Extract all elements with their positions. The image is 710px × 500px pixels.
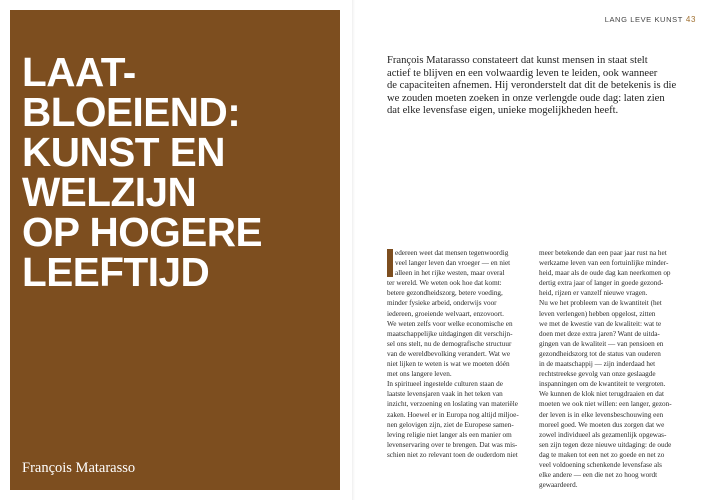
body-line: betere gezondheidszorg, betere voeding, — [387, 289, 503, 298]
author-name: François Matarasso — [22, 460, 136, 476]
intro-line: de capaciteiten afnemen. Hij veronderstelt dat dit de betekenis is die — [387, 80, 677, 91]
body-line: we met de kwestie van de kwaliteit: wat te — [539, 319, 662, 328]
body-line: leving religie niet langer als een manier om — [387, 430, 512, 439]
body-line: veel voldoening schenkende levensfase als — [539, 460, 662, 469]
body-line: alleen in het rijke westen, maar overal — [395, 269, 505, 278]
intro-paragraph — [387, 55, 689, 118]
body-line: sen zijn tegen deze nieuwe uitdaging: de oude — [539, 440, 672, 449]
body-line: doen met deze extra jaren? Want de uitda- — [539, 329, 660, 338]
body-line: werkzame leven van een fortuinlijke minder- — [539, 259, 669, 268]
body-line: ter wereld. We weten ook hoe dat komt: — [387, 279, 502, 288]
running-head — [605, 15, 696, 24]
body-line: moeten we ook niet willen: een langer, gezon- — [539, 400, 672, 409]
body-line: elke andere — een die net zo hoog wordt — [539, 471, 658, 480]
article-title — [22, 49, 332, 295]
body-line: moreel goed. We moeten dus zorgen dat we — [539, 420, 665, 429]
body-line: maatschappelijke uitdagingen dit verschijn- — [387, 329, 513, 338]
title-line: WELZIJN — [22, 169, 197, 215]
body-line: zaken. Hoewel er in Europa nog altijd miljoe- — [387, 410, 519, 419]
body-line: niet lijken te weten is wat we moeten dóén — [387, 360, 510, 369]
intro-line: actief te blijven en een volwaardig leven te leiden, ook wanneer — [387, 67, 658, 79]
title-line: KUNST EN — [22, 129, 226, 175]
body-column-1 — [387, 248, 529, 460]
body-line: minder fysieke arbeid, onderwijs voor — [387, 299, 497, 308]
body-line: sel ons stelt, nu de demografische structuur — [387, 339, 512, 348]
body-line: We weten zelfs voor welke economische en — [387, 319, 513, 328]
body-line: gezondheidszorg tot de status van ouderen — [539, 349, 661, 358]
body-line: inzicht, verzoening en loslating van materiële — [387, 400, 518, 409]
body-line: gewaardeerd. — [539, 481, 578, 490]
body-column-2 — [539, 248, 689, 490]
body-line: We kunnen de klok niet terugdraaien en dat — [539, 390, 664, 399]
intro-line: dat elke levensfase eigen, unieke mogelijkheden heeft. — [387, 105, 619, 116]
body-line: iedereen, groeiende welvaart, enzovoort. — [387, 309, 504, 318]
body-line: heid, maar als de oude dag kan neerkomen op — [539, 269, 671, 278]
body-line: veel langer leven dan vroeger — en niet — [395, 259, 511, 268]
body-line: inspanningen om de kwantiteit te vergroten. — [539, 380, 666, 389]
body-line: leven verlengen) hebben opgelost, zitten — [539, 309, 656, 318]
section-title: LANG LEVE KUNST — [604, 15, 683, 24]
body-line: laatste levensjaren vaak in het teken van — [387, 390, 503, 399]
intro-line: we zouden moeten zoeken in onze verlengde oude dag: laten zien — [387, 92, 665, 104]
title-line: LAAT- — [22, 49, 136, 95]
body-line: edereen weet dat mensen tegenwoordig — [395, 249, 509, 257]
title-line: LEEFTIJD — [22, 249, 210, 295]
body-line: met ons langere leven. — [387, 370, 452, 379]
body-line: dertig extra jaar of langer in goede gezond- — [539, 279, 664, 288]
body-line: zowel individueel als gezamenlijk opgewas- — [539, 430, 667, 439]
body-line: heid, rijzen er vanzelf nieuwe vragen. — [539, 289, 648, 298]
body-line: meer betekende dan een paar jaar rust na het — [539, 249, 667, 257]
body-line: van de wereldbevolking verandert. Wat we — [387, 349, 511, 358]
body-line: In spiritueel ingestelde culturen staan de — [387, 380, 503, 389]
body-line: der leven is in elke levensbeschouwing een — [539, 410, 664, 419]
title-line: BLOEIEND: — [22, 89, 241, 135]
title-line: OP HOGERE — [22, 209, 263, 255]
body-line: in de maatschappij — zijn inderdaad het — [539, 360, 656, 369]
intro-line: François Matarasso constateert dat kunst mensen in staat stelt — [387, 55, 648, 66]
body-line: rechtstreekse gevolg van onze geslaagde — [539, 370, 656, 379]
page-number: 43 — [685, 15, 696, 24]
body-line: levenservaring over te brengen. Dat was mis- — [387, 440, 518, 449]
body-line: gingen van de kwaliteit — van pensioen en — [539, 339, 664, 348]
body-line: dag te maken tot een net zo goede en net zo — [539, 450, 665, 459]
body-line: Nu we het probleem van de kwantiteit (het — [539, 299, 662, 308]
body-line: schien niet zo relevant toen de ouderdom niet — [387, 450, 518, 459]
body-line: nen gelovigen zijn, ziet de Europese samen- — [387, 420, 514, 429]
